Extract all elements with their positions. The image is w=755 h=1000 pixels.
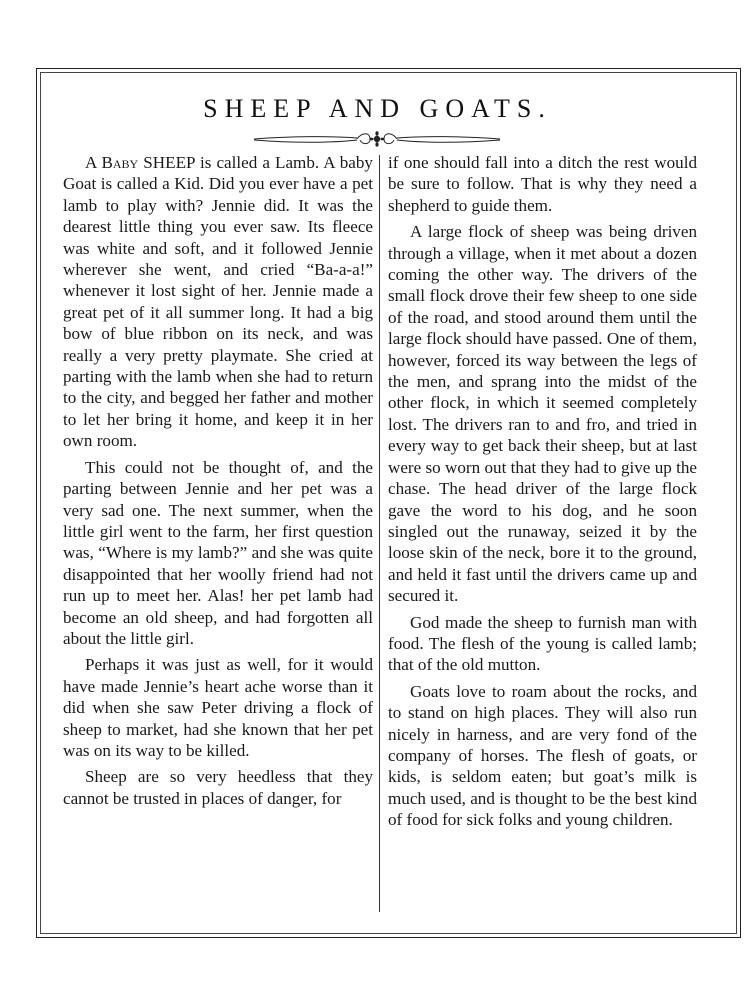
paragraph: This could not be thought of, and the parting between Jennie and her pet was a very sad one. The next summer, when the little girl went to the farm, her first question was, “Where is my lamb?” and she was quite disappointed that her woolly friend had not run up to meet her. Alas! her pet lamb had become an old sheep, and had forgotten all about the little girl. — [63, 457, 373, 648]
paragraph — [63, 152, 373, 452]
paragraph: Perhaps it was just as well, for it would have made Jennie’s heart ache worse than it did when she saw Peter driving a flock of sheep to market, had she known that her pet was on its way to be killed. — [63, 655, 373, 760]
paragraph-text: SHEEP is called a Lamb. A baby Goat is called a Kid. Did you ever have a pet lamb to play with? Jennie did. It was the dearest little thing you ever saw. Its fleece was white and soft, and it followed Jennie wherever she went, and cried “Ba-a-a!” whenever it lost sight of her. Jennie made a great pet of it all summer long. It had a big bow of blue ribbon on its neck, and was really a very pretty playmate. She cried at parting with the lamb when she had to return to the city, and begged her father and mother to let her bring it home, and keep it in her own room. — [63, 153, 373, 451]
paragraph: God made the sheep to furnish man with food. The flesh of the young is called lamb; that of the old mutton. — [388, 612, 697, 675]
paragraph: A large flock of sheep was being driven through a village, when it met about a dozen coming the other way. The drivers of the small flock drove their few sheep to one side of the road, and stood around them until the large flock should have passed. One of them, however, forced its way between the legs of the men, and sprang into the midst of the other flock, in which it seemed completely lost. The drivers ran to and fro, and tried in every way to get back their sheep, but at last were so worn out that they had to give up the chase. The head driver of the large flock gave the word to his dog, and he soon singled out the runaway, seized it by the loose skin of the neck, bore it to the ground, and held it fast until the drivers came up and secured it. — [388, 222, 697, 606]
left-column — [63, 152, 373, 809]
paragraph: Goats love to roam about the rocks, and to stand on high places. They will also run nicely in harness, and are very fond of the company of horses. The flesh of goats, or kids, is seldom eaten; but goat’s milk is much used, and is thought to be the best kind of food for sick folks and young children. — [388, 681, 697, 830]
paragraph-continued: if one should fall into a ditch the rest would be sure to follow. That is why they need a shepherd to guide them. — [388, 153, 697, 215]
right-column — [388, 152, 697, 831]
ornament-divider-icon — [252, 128, 502, 150]
lead-words: A Baby — [85, 153, 139, 172]
column-divider — [379, 155, 380, 912]
page-title: SHEEP AND GOATS. — [203, 94, 552, 123]
paragraph: Sheep are so very heedless that they cannot be trusted in places of danger, for — [63, 767, 373, 808]
